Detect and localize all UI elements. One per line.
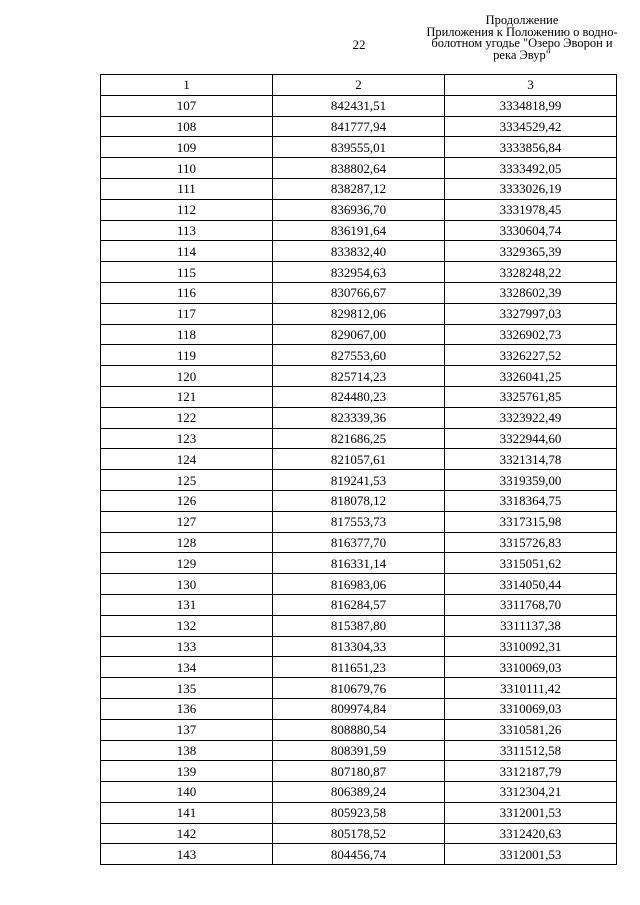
- table-row: [101, 95, 617, 116]
- cell-point-number: 116: [101, 282, 273, 303]
- table-row: [101, 740, 617, 761]
- cell-point-number: 140: [101, 782, 273, 803]
- table-row: [101, 241, 617, 262]
- cell-coordinate-y: 3327997,03: [445, 303, 617, 324]
- table-row: [101, 844, 617, 865]
- cell-coordinate-y: 3326041,25: [445, 366, 617, 387]
- cell-point-number: 124: [101, 449, 273, 470]
- table-row: [101, 636, 617, 657]
- cell-coordinate-x: 805178,52: [273, 823, 445, 844]
- cell-point-number: 114: [101, 241, 273, 262]
- cell-coordinate-x: 819241,53: [273, 470, 445, 491]
- table-header-row: [101, 75, 617, 96]
- cell-coordinate-x: 833832,40: [273, 241, 445, 262]
- cell-point-number: 113: [101, 220, 273, 241]
- table-row: [101, 698, 617, 719]
- cell-coordinate-y: 3330604,74: [445, 220, 617, 241]
- cell-coordinate-x: 816983,06: [273, 574, 445, 595]
- table-row: [101, 823, 617, 844]
- table-row: [101, 511, 617, 532]
- cell-coordinate-x: 811651,23: [273, 657, 445, 678]
- cell-coordinate-y: 3333856,84: [445, 137, 617, 158]
- cell-coordinate-y: 3333492,05: [445, 158, 617, 179]
- cell-coordinate-x: 804456,74: [273, 844, 445, 865]
- appendix-header: [418, 15, 626, 61]
- cell-point-number: 143: [101, 844, 273, 865]
- cell-coordinate-x: 824480,23: [273, 386, 445, 407]
- cell-coordinate-y: 3314050,44: [445, 574, 617, 595]
- cell-point-number: 119: [101, 345, 273, 366]
- cell-point-number: 135: [101, 678, 273, 699]
- cell-coordinate-y: 3318364,75: [445, 490, 617, 511]
- coordinates-table: [100, 74, 617, 865]
- cell-coordinate-x: 816377,70: [273, 532, 445, 553]
- cell-coordinate-x: 838802,64: [273, 158, 445, 179]
- cell-coordinate-y: 3310069,03: [445, 657, 617, 678]
- table-row: [101, 262, 617, 283]
- cell-coordinate-x: 832954,63: [273, 262, 445, 283]
- cell-coordinate-x: 839555,01: [273, 137, 445, 158]
- cell-coordinate-y: 3326902,73: [445, 324, 617, 345]
- cell-point-number: 115: [101, 262, 273, 283]
- cell-coordinate-y: 3333026,19: [445, 178, 617, 199]
- cell-coordinate-x: 821686,25: [273, 428, 445, 449]
- cell-coordinate-x: 836191,64: [273, 220, 445, 241]
- cell-coordinate-x: 808391,59: [273, 740, 445, 761]
- cell-point-number: 126: [101, 490, 273, 511]
- cell-point-number: 131: [101, 594, 273, 615]
- cell-point-number: 127: [101, 511, 273, 532]
- table-row: [101, 220, 617, 241]
- cell-coordinate-x: 829067,00: [273, 324, 445, 345]
- header-line-continuation: Продолжение: [485, 13, 559, 27]
- cell-coordinate-y: 3312420,63: [445, 823, 617, 844]
- table-row: [101, 428, 617, 449]
- cell-coordinate-y: 3326227,52: [445, 345, 617, 366]
- table-row: [101, 282, 617, 303]
- table-row: [101, 303, 617, 324]
- table-row: [101, 802, 617, 823]
- cell-coordinate-x: 813304,33: [273, 636, 445, 657]
- cell-point-number: 109: [101, 137, 273, 158]
- cell-coordinate-x: 807180,87: [273, 761, 445, 782]
- cell-coordinate-y: 3310069,03: [445, 698, 617, 719]
- table-row: [101, 407, 617, 428]
- table-row: [101, 574, 617, 595]
- cell-point-number: 111: [101, 178, 273, 199]
- cell-point-number: 117: [101, 303, 273, 324]
- cell-coordinate-y: 3311512,58: [445, 740, 617, 761]
- cell-coordinate-x: 809974,84: [273, 698, 445, 719]
- cell-coordinate-x: 805923,58: [273, 802, 445, 823]
- cell-coordinate-y: 3311137,38: [445, 615, 617, 636]
- cell-coordinate-y: 3312187,79: [445, 761, 617, 782]
- table-body: [101, 95, 617, 864]
- cell-coordinate-y: 3311768,70: [445, 594, 617, 615]
- cell-point-number: 125: [101, 470, 273, 491]
- cell-coordinate-x: 827553,60: [273, 345, 445, 366]
- cell-coordinate-x: 830766,67: [273, 282, 445, 303]
- cell-point-number: 108: [101, 116, 273, 137]
- cell-coordinate-y: 3321314,78: [445, 449, 617, 470]
- cell-point-number: 130: [101, 574, 273, 595]
- table-row: [101, 782, 617, 803]
- cell-coordinate-y: 3322944,60: [445, 428, 617, 449]
- cell-point-number: 107: [101, 95, 273, 116]
- cell-coordinate-y: 3315051,62: [445, 553, 617, 574]
- table-row: [101, 137, 617, 158]
- cell-point-number: 121: [101, 386, 273, 407]
- table-row: [101, 615, 617, 636]
- table-row: [101, 678, 617, 699]
- cell-coordinate-x: 806389,24: [273, 782, 445, 803]
- cell-coordinate-y: 3317315,98: [445, 511, 617, 532]
- cell-coordinate-y: 3310092,31: [445, 636, 617, 657]
- cell-point-number: 134: [101, 657, 273, 678]
- table-row: [101, 324, 617, 345]
- cell-coordinate-y: 3329365,39: [445, 241, 617, 262]
- cell-coordinate-y: 3319359,00: [445, 470, 617, 491]
- cell-coordinate-y: 3310111,42: [445, 678, 617, 699]
- table-row: [101, 470, 617, 491]
- page-number: 22: [352, 37, 366, 52]
- cell-coordinate-x: 829812,06: [273, 303, 445, 324]
- table-row: [101, 761, 617, 782]
- cell-coordinate-y: 3334818,99: [445, 95, 617, 116]
- cell-coordinate-y: 3312001,53: [445, 802, 617, 823]
- cell-coordinate-x: 825714,23: [273, 366, 445, 387]
- table-row: [101, 345, 617, 366]
- table-row: [101, 366, 617, 387]
- cell-point-number: 132: [101, 615, 273, 636]
- table-row: [101, 532, 617, 553]
- cell-coordinate-x: 823339,36: [273, 407, 445, 428]
- cell-point-number: 112: [101, 199, 273, 220]
- cell-point-number: 122: [101, 407, 273, 428]
- cell-coordinate-x: 808880,54: [273, 719, 445, 740]
- header-line-appendix: Приложения к Положению о водно-: [426, 24, 618, 39]
- cell-coordinate-x: 810679,76: [273, 678, 445, 699]
- cell-point-number: 133: [101, 636, 273, 657]
- cell-coordinate-y: 3334529,42: [445, 116, 617, 137]
- cell-coordinate-y: 3310581,26: [445, 719, 617, 740]
- cell-coordinate-y: 3328248,22: [445, 262, 617, 283]
- table-row: [101, 449, 617, 470]
- cell-coordinate-x: 821057,61: [273, 449, 445, 470]
- cell-point-number: 123: [101, 428, 273, 449]
- table-row: [101, 657, 617, 678]
- table-row: [101, 386, 617, 407]
- column-header-point-number: 1: [101, 75, 273, 96]
- cell-coordinate-x: 817553,73: [273, 511, 445, 532]
- cell-coordinate-y: 3325761,85: [445, 386, 617, 407]
- cell-coordinate-y: 3331978,45: [445, 199, 617, 220]
- cell-coordinate-x: 841777,94: [273, 116, 445, 137]
- column-header-coordinate-y: 3: [445, 75, 617, 96]
- cell-point-number: 142: [101, 823, 273, 844]
- header-line-wetland: болотном угодье "Озеро Эворон и: [431, 36, 613, 50]
- cell-point-number: 139: [101, 761, 273, 782]
- cell-point-number: 137: [101, 719, 273, 740]
- cell-coordinate-x: 816331,14: [273, 553, 445, 574]
- cell-coordinate-y: 3312304,21: [445, 782, 617, 803]
- table-row: [101, 199, 617, 220]
- cell-coordinate-x: 836936,70: [273, 199, 445, 220]
- cell-coordinate-x: 816284,57: [273, 594, 445, 615]
- table-row: [101, 719, 617, 740]
- cell-coordinate-y: 3323922,49: [445, 407, 617, 428]
- table-row: [101, 116, 617, 137]
- cell-point-number: 141: [101, 802, 273, 823]
- cell-point-number: 128: [101, 532, 273, 553]
- cell-coordinate-y: 3328602,39: [445, 282, 617, 303]
- cell-point-number: 118: [101, 324, 273, 345]
- cell-coordinate-y: 3315726,83: [445, 532, 617, 553]
- cell-coordinate-x: 818078,12: [273, 490, 445, 511]
- table-row: [101, 490, 617, 511]
- table-row: [101, 594, 617, 615]
- cell-point-number: 136: [101, 698, 273, 719]
- cell-coordinate-y: 3312001,53: [445, 844, 617, 865]
- column-header-coordinate-x: 2: [273, 75, 445, 96]
- cell-point-number: 110: [101, 158, 273, 179]
- cell-point-number: 129: [101, 553, 273, 574]
- cell-point-number: 138: [101, 740, 273, 761]
- cell-coordinate-x: 815387,80: [273, 615, 445, 636]
- header-line-river: река Эвур": [493, 47, 551, 62]
- cell-point-number: 120: [101, 366, 273, 387]
- cell-coordinate-x: 838287,12: [273, 178, 445, 199]
- table-row: [101, 553, 617, 574]
- table-row: [101, 158, 617, 179]
- table-row: [101, 178, 617, 199]
- cell-coordinate-x: 842431,51: [273, 95, 445, 116]
